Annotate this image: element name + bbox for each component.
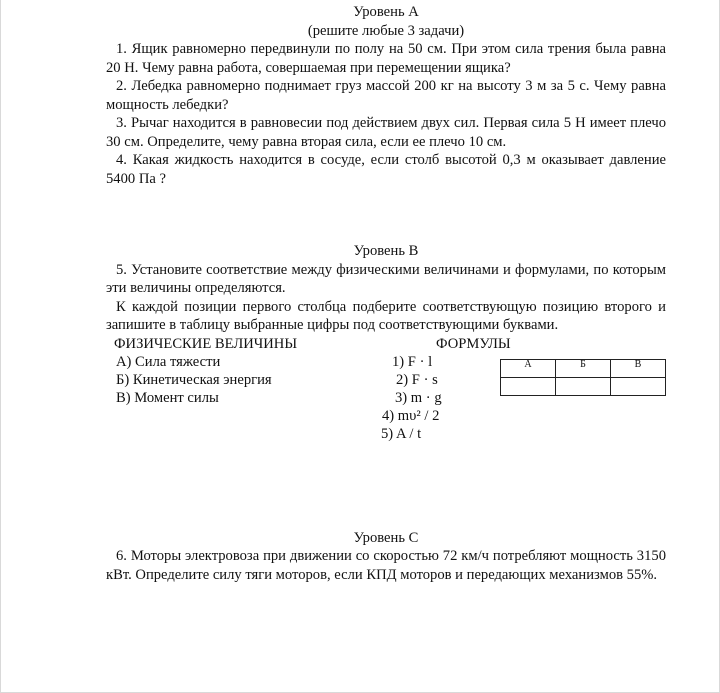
page-border-left [0, 0, 1, 693]
quantities-header: ФИЗИЧЕСКИЕ ВЕЛИЧИНЫ [114, 335, 298, 352]
answer-header-b: Б [556, 359, 611, 377]
answer-table [500, 359, 666, 396]
formula-item: 1) F · l [392, 353, 433, 370]
task-6: 6. Моторы электровоза при движении со скоростью 72 км/ч потребляют мощность 3150 кВт. Определите силу тяги моторов, если КПД моторов и передающих механизмов 55%. [106, 548, 666, 583]
answer-cell-b[interactable] [556, 377, 611, 395]
level-a-subtitle: (решите любые 3 задачи) [307, 22, 465, 39]
answer-cell-a[interactable] [501, 377, 556, 395]
level-c-title: Уровень С [353, 529, 419, 546]
quantity-item: Б) Кинетическая энергия [116, 371, 272, 388]
quantity-item: А) Сила тяжести [116, 353, 221, 370]
task-2: 2. Лебедка равномерно поднимает груз массой 200 кг на высоту 3 м за 5 с. Чему равна мощность лебедки? [106, 78, 666, 113]
answer-header-a: А [501, 359, 556, 377]
formula-item: 5) A / t [381, 425, 422, 442]
worksheet [106, 0, 666, 584]
task-4: 4. Какая жидкость находится в сосуде, если столб высотой 0,3 м оказывает давление 5400 Па ? [106, 152, 666, 187]
task-1: 1. Ящик равномерно передвинули по полу на 50 см. При этом сила трения была равна 20 Н. Чему равна работа, совершаемая при перемещении ящика? [106, 41, 666, 76]
formulas-header: ФОРМУЛЫ [436, 335, 511, 352]
formula-item: 3) m · g [395, 389, 442, 406]
level-a-title: Уровень А [353, 4, 419, 20]
task-5-instruction: К каждой позиции первого столбца подберите соответствующую позицию второго и запишите в таблицу выбранные цифры под соответствующими буквами. [106, 298, 666, 333]
formula-item: 4) mυ² / 2 [382, 407, 440, 424]
task-5: 5. Установите соответствие между физическими величинами и формулами, по которым эти величины определяются. [106, 261, 666, 296]
level-b-title: Уровень В [353, 243, 419, 259]
formula-item: 2) F · s [396, 371, 438, 388]
quantity-item: В) Момент силы [116, 389, 219, 406]
answer-cell-v[interactable] [610, 377, 665, 395]
answer-header-v: В [610, 359, 665, 377]
task-3: 3. Рычаг находится в равновесии под действием двух сил. Первая сила 5 Н имеет плечо 30 см. Определите, чему равна вторая сила, если ее плечо 10 см. [106, 115, 666, 150]
matching-section [106, 335, 666, 445]
